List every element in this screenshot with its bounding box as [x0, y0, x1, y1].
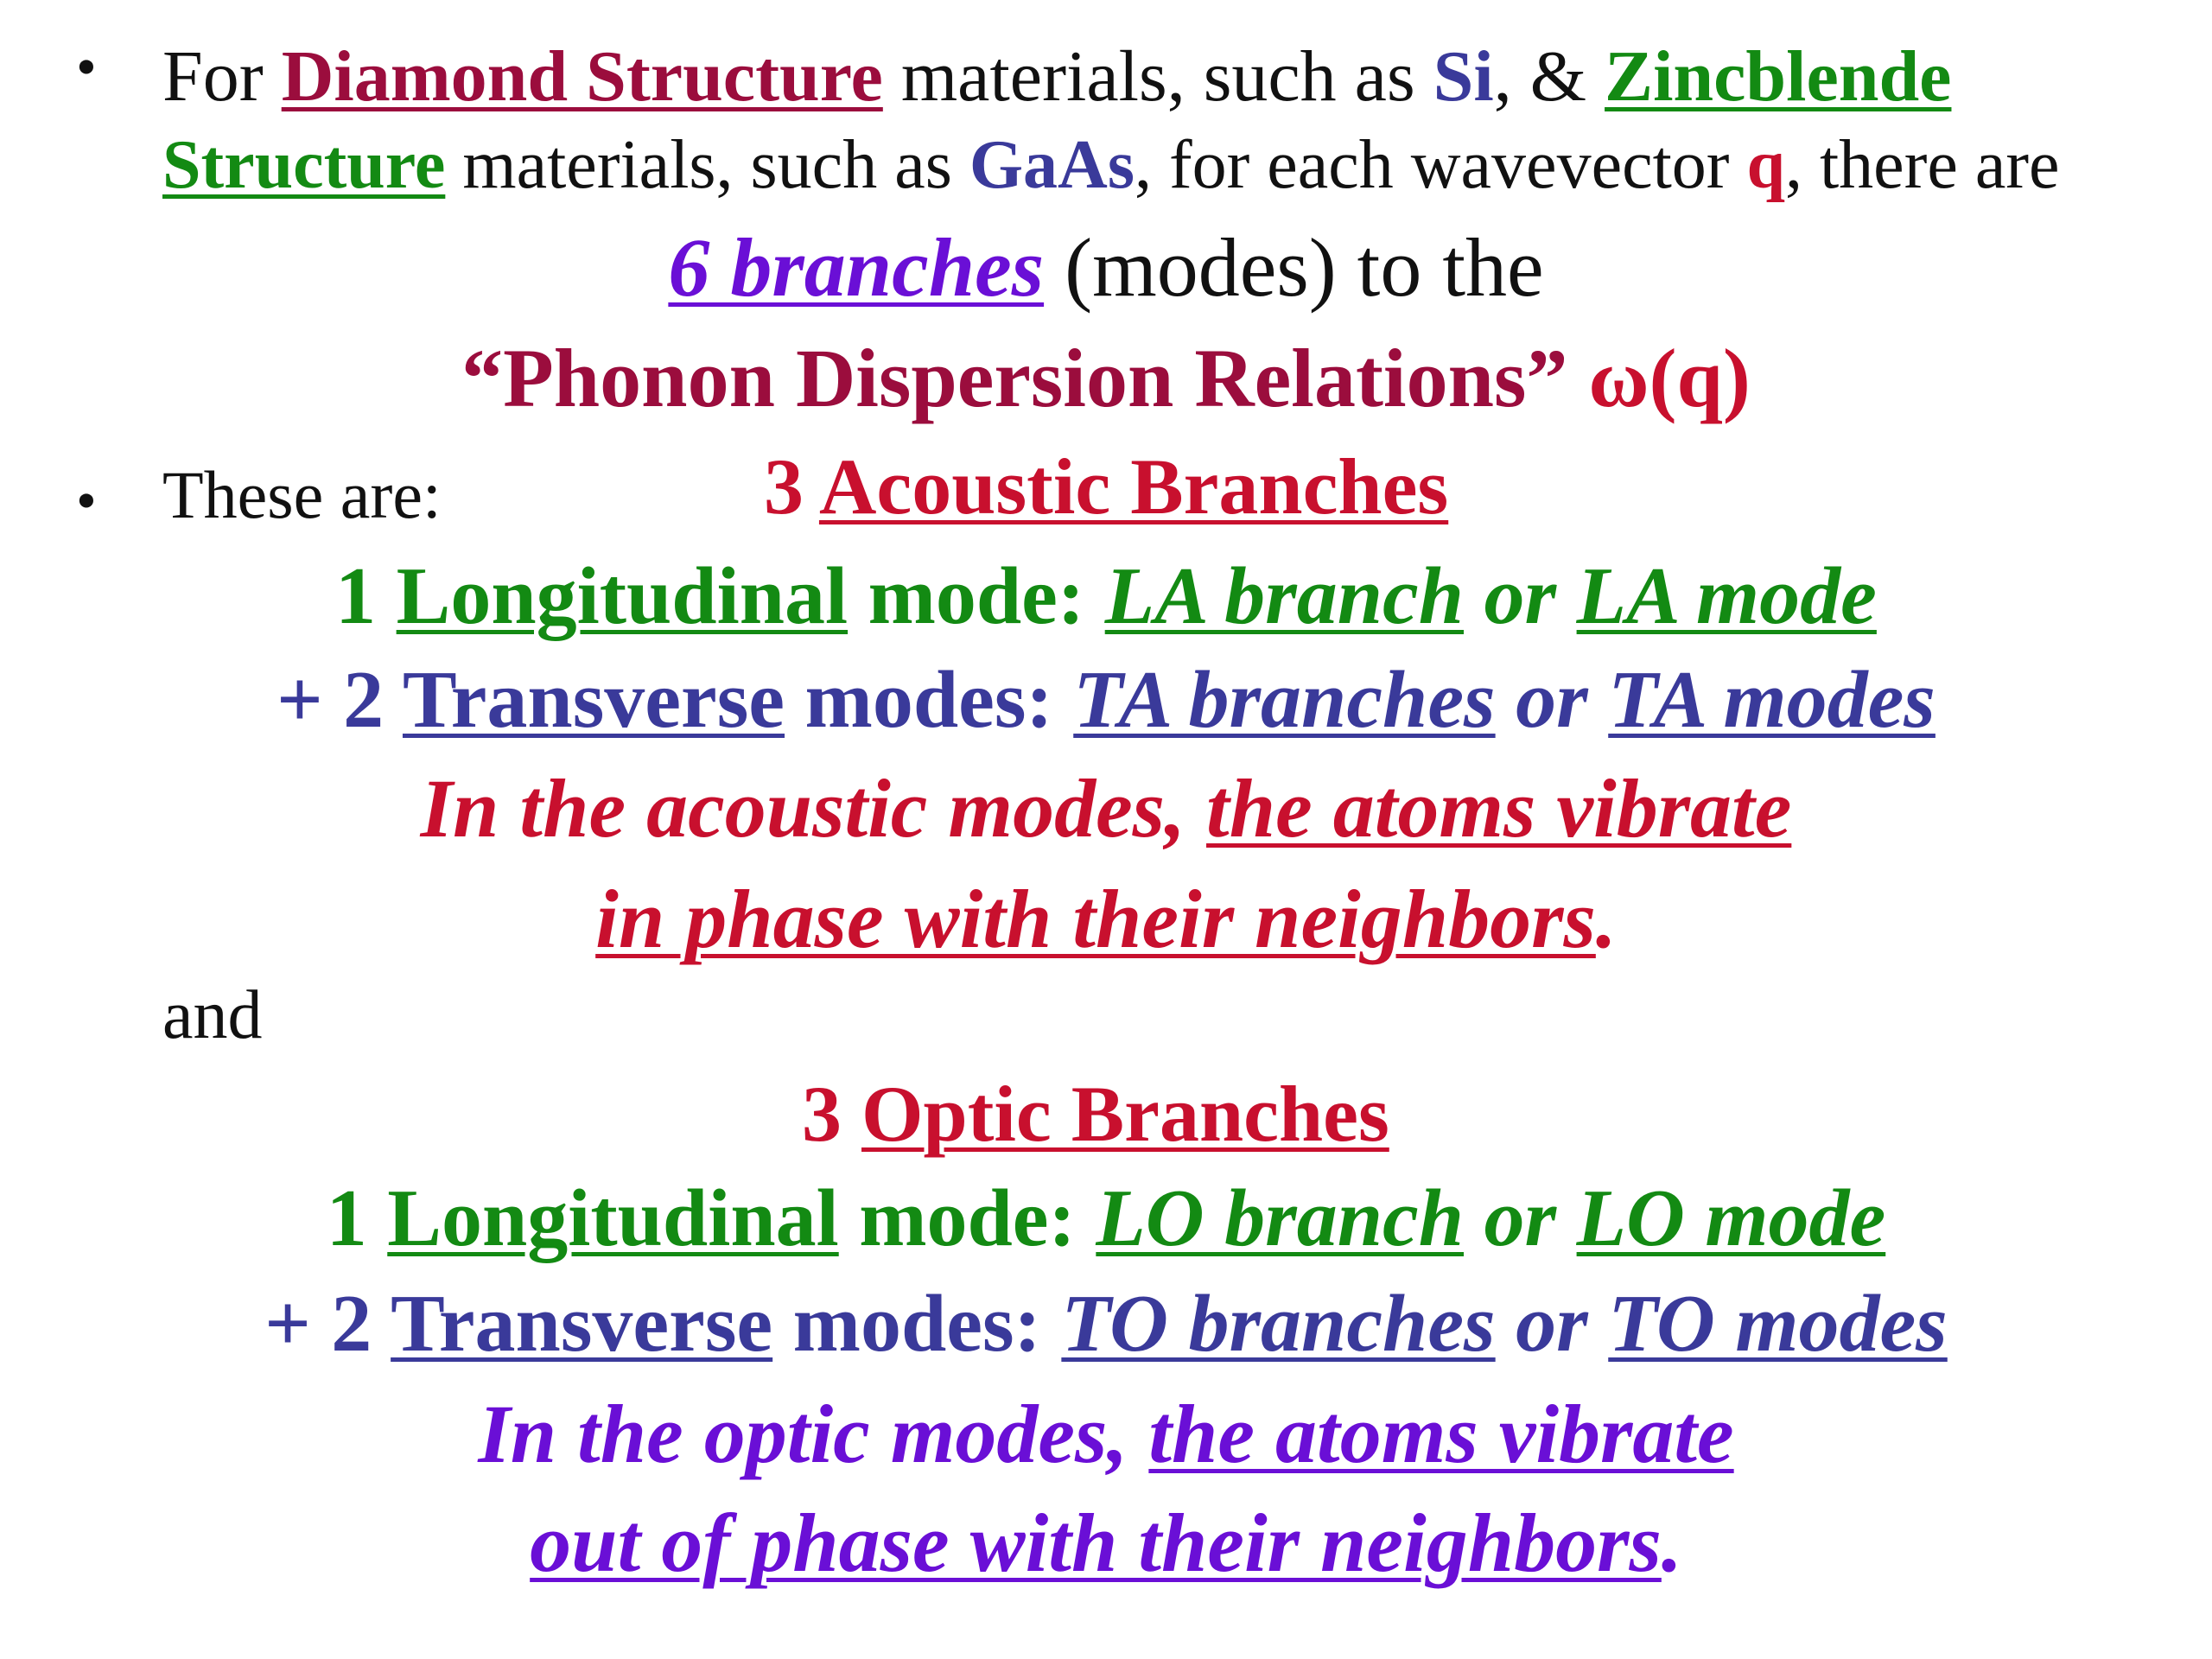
diamond-structure-term: Diamond Structure	[281, 36, 883, 117]
gaas-term: GaAs	[969, 127, 1135, 203]
lo-line: 1 Longitudinal mode: LO branch or LO mode	[326, 1173, 1886, 1263]
p1-line-1: For Diamond Structure materials, such as Si, & Zincblende	[162, 36, 1952, 117]
phonon-dispersion-title: “Phonon Dispersion Relations”	[461, 332, 1589, 424]
bullet-2: •	[76, 467, 97, 533]
structure-term: Structure	[162, 127, 446, 203]
p1-line-2: Structure materials, such as GaAs, for each wavevector q, there are	[162, 127, 2060, 203]
these-are-label: These are:	[162, 457, 442, 532]
optic-note-2: out of phase with their neighbors.	[530, 1497, 1682, 1589]
acoustic-branches-term: Acoustic Branches	[818, 442, 1449, 531]
p1-line-4	[0, 330, 2212, 426]
six-branches-term: 6 branches	[668, 221, 1045, 314]
and-label: and	[162, 977, 263, 1053]
ta-line: + 2 Transverse modes: TA branches or TA modes	[276, 655, 1936, 745]
acoustic-note-1: In the acoustic modes, the atoms vibrate	[420, 762, 1792, 855]
optic-heading: 3 Optic Branches	[802, 1070, 1389, 1158]
to-line: + 2 Transverse modes: TO branches or TO modes	[264, 1279, 1948, 1369]
optic-note-1: In the optic modes, the atoms vibrate	[478, 1388, 1734, 1480]
zincblende-term: Zincblende	[1605, 36, 1952, 117]
acoustic-note-2: in phase with their neighbors.	[595, 873, 1617, 965]
acoustic-heading: 3 Acoustic Branches	[764, 442, 1449, 531]
optic-branches-term: Optic Branches	[861, 1070, 1389, 1158]
si-term: Si	[1433, 36, 1494, 117]
p1-line-3: 6 branches (modes) to the	[668, 221, 1544, 314]
bullet-1: •	[76, 34, 97, 99]
q-term: q	[1746, 127, 1785, 203]
omega-q: ω(q)	[1588, 332, 1751, 424]
la-line: 1 Longitudinal mode: LA branch or LA mode	[335, 551, 1877, 641]
